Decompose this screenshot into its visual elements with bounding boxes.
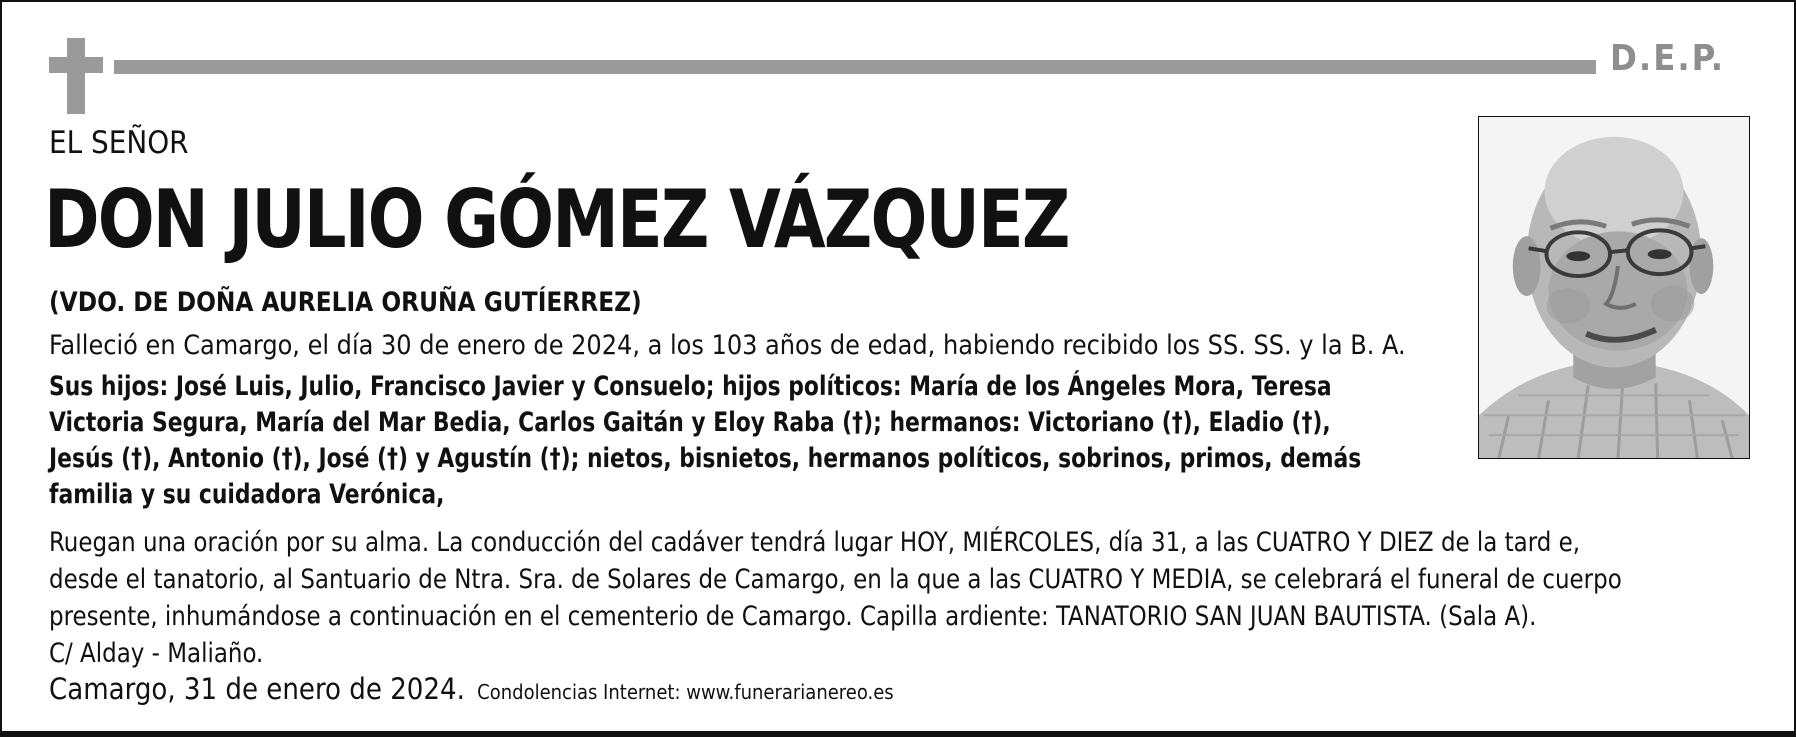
service-line: C/ Alday - Maliaño. xyxy=(49,638,264,669)
honorific: EL SEÑOR xyxy=(49,125,189,161)
service-line: presente, inhumándose a continuación en el cementerio de Camargo. Capilla ardiente: TANATORIO SAN JUAN BAUTISTA. (Sala A). xyxy=(49,601,1537,632)
portrait-photo xyxy=(1478,116,1750,459)
death-line: Falleció en Camargo, el día 30 de enero de 2024, a los 103 años de edad, habiendo recibido los SS. SS. y la B. A. xyxy=(49,330,1406,361)
header-rule xyxy=(114,60,1596,74)
cross-icon xyxy=(49,38,103,114)
family-line: Victoria Segura, María del Mar Bedia, Carlos Gaitán y Eloy Raba (†); hermanos: Victoriano (†), Eladio (†), xyxy=(49,407,1331,438)
deceased-name: DON JULIO GÓMEZ VÁZQUEZ xyxy=(44,173,1069,266)
service-paragraph xyxy=(49,524,1749,672)
family-line: Jesús (†), Antonio (†), José (†) y Agustín (†); nietos, bisnietos, hermanos políticos, sobrinos, primos, demás xyxy=(49,443,1362,474)
family-paragraph xyxy=(49,369,1449,513)
portrait-image xyxy=(1479,117,1749,458)
condolences-line: Condolencias Internet: www.funerarianereo.es xyxy=(477,680,894,704)
service-line: desde el tanatorio, al Santuario de Ntra. Sra. de Solares de Camargo, en la que a las CUATRO Y MEDIA, se celebrará el funeral de cuerpo xyxy=(49,564,1622,595)
family-line: familia y su cuidadora Verónica, xyxy=(49,479,445,510)
dep-label: D.E.P. xyxy=(1610,38,1726,79)
spouse-line: (VDO. DE DOÑA AURELIA ORUÑA GUTÍERREZ) xyxy=(49,287,642,318)
signoff-place-date: Camargo, 31 de enero de 2024. xyxy=(49,672,465,706)
signoff xyxy=(49,672,894,706)
service-line: Ruegan una oración por su alma. La conducción del cadáver tendrá lugar HOY, MIÉRCOLES, día 31, a las CUATRO Y DIEZ de la tard e, xyxy=(49,527,1580,558)
family-line: Sus hijos: José Luis, Julio, Francisco Javier y Consuelo; hijos políticos: María de los Ángeles Mora, Teresa xyxy=(49,371,1332,402)
